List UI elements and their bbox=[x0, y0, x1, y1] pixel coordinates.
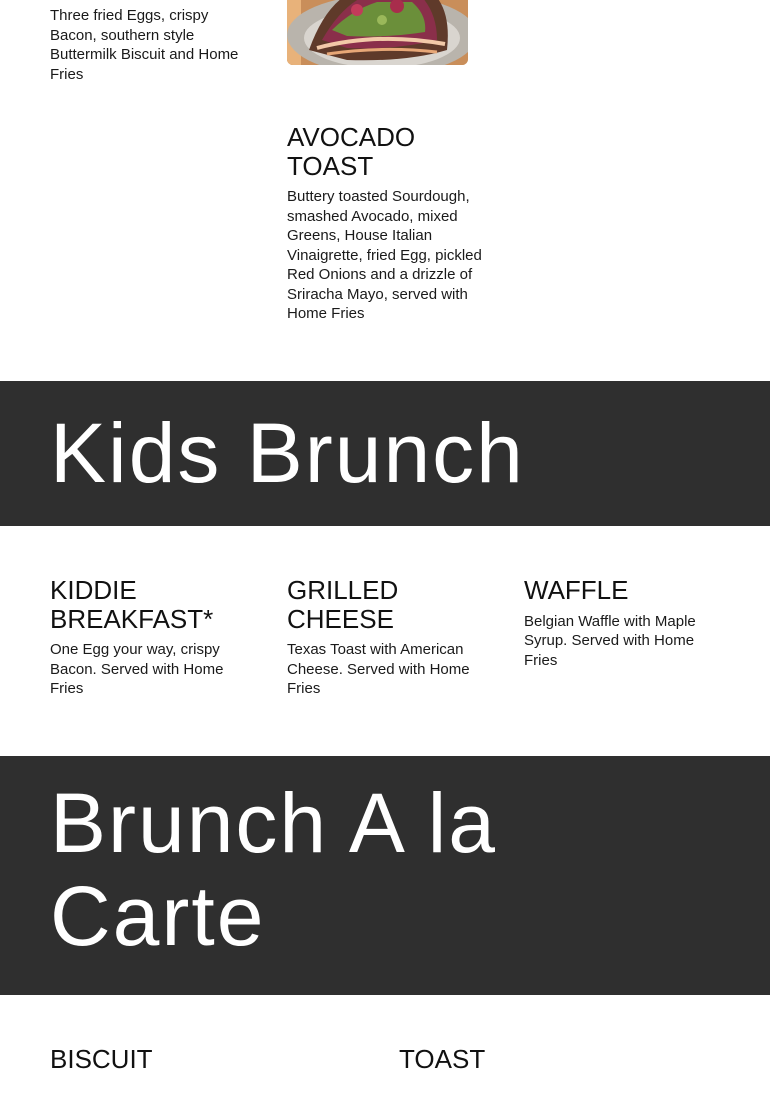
menu-item-grilled-cheese bbox=[287, 576, 477, 699]
menu-item-title: BISCUIT bbox=[50, 1044, 153, 1074]
menu-item-title: AVOCADO TOAST bbox=[287, 122, 416, 181]
menu-item-description: One Egg your way, crispy Bacon. Served with Home Fries bbox=[50, 641, 224, 697]
section-heading: Brunch A la Carte bbox=[50, 776, 497, 963]
menu-item-kiddie-breakfast bbox=[50, 576, 240, 699]
kids-brunch-banner bbox=[0, 381, 770, 526]
menu-item-description: Buttery toasted Sourdough, smashed Avocado, mixed Greens, House Italian Vinaigrette, fried Egg, pickled Red Onions and a drizzle of Sriracha Mayo, served with Home Fries bbox=[287, 188, 482, 322]
food-photo bbox=[287, 0, 468, 65]
brunch-a-la-carte-banner bbox=[0, 756, 770, 995]
menu-item-title: WAFFLE bbox=[524, 575, 629, 605]
menu-item-title: KIDDIE BREAKFAST* bbox=[50, 575, 214, 634]
brunch-a-la-carte-items bbox=[0, 995, 770, 1110]
menu-item-description: Texas Toast with American Cheese. Served with Home Fries bbox=[287, 641, 470, 697]
kids-brunch-items bbox=[0, 526, 770, 756]
menu-item-toast bbox=[399, 1045, 485, 1081]
breakfast-section bbox=[0, 0, 770, 381]
menu-item-description: Three fried Eggs, crispy Bacon, southern style Buttermilk Biscuit and Home Fries bbox=[50, 7, 239, 83]
menu-item-title: TOAST bbox=[399, 1044, 486, 1074]
menu-item-waffle bbox=[524, 576, 714, 670]
section-heading: Kids Brunch bbox=[50, 406, 525, 500]
menu-item-description: Belgian Waffle with Maple Syrup. Served with Home Fries bbox=[524, 612, 696, 669]
menu-item-avocado-toast bbox=[287, 123, 487, 324]
menu-item-biscuit bbox=[50, 1045, 153, 1081]
menu-item-title: GRILLED CHEESE bbox=[287, 575, 399, 634]
